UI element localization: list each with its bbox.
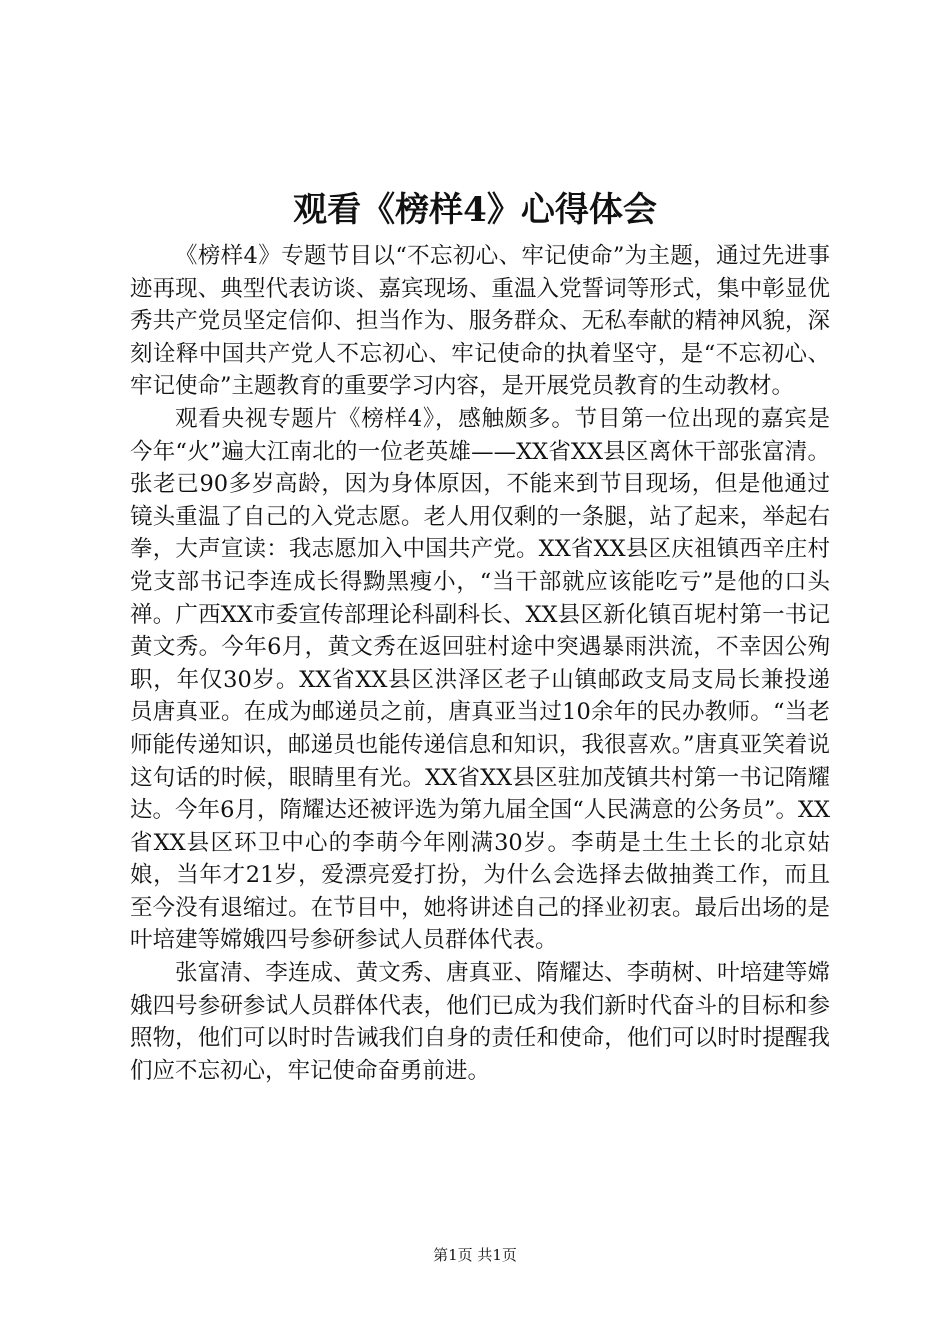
paragraph-conclusion: 张富清、李连成、黄文秀、唐真亚、隋耀达、李萌树、叶培建等嫦娥四号参研参试人员群体代表，他们已成为我们新时代奋斗的目标和参照物，他们可以时时告诫我们自身的责任和使命，他们可以时时提醒我们应不忘初心，牢记使命奋勇前进。: [130, 960, 830, 1084]
document-body: [130, 240, 830, 1087]
document-title: 观看《榜样4》心得体会: [293, 190, 657, 230]
page-number-footer: 第1页 共1页: [433, 1246, 517, 1264]
paragraph-guests: 观看央视专题片《榜样4》，感触颇多。节目第一位出现的嘉宾是今年“火”遍大江南北的一位老英雄——XX省XX县区离休干部张富清。张老已90多岁高龄，因为身体原因，不能来到节目现场，但是他通过镜头重温了自己的入党志愿。老人用仅剩的一条腿，站了起来，举起右拳，大声宣读：我志愿加入中国共产党。XX省XX县区庆祖镇西辛庄村党支部书记李连成长得黝黑瘦小，“当干部就应该能吃亏”是他的口头禅。广西XX市委宣传部理论科副科长、XX县区新化镇百坭村第一书记黄文秀。今年6月，黄文秀在返回驻村途中突遇暴雨洪流，不幸因公殉职，年仅30岁。XX省XX县区洪泽区老子山镇邮政支局支局长兼投递员唐真亚。在成为邮递员之前，唐真亚当过10余年的民办教师。“当老师能传递知识，邮递员也能传递信息和知识，我很喜欢。”唐真亚笑着说这句话的时候，眼睛里有光。XX省XX县区驻加茂镇共村第一书记隋耀达。今年6月，隋耀达还被评选为第九届全国“人民满意的公务员”。XX省XX县区环卫中心的李萌今年刚满30岁。李萌是土生土长的北京姑娘，当年才21岁，爱漂亮爱打扮，为什么会选择去做抽粪工作，而且至今没有退缩过。在节目中，她将讲述自己的择业初衷。最后出场的是叶培建等嫦娥四号参研参试人员群体代表。: [130, 405, 830, 954]
paragraph-intro: 《榜样4》专题节目以“不忘初心、牢记使命”为主题，通过先进事迹再现、典型代表访谈、嘉宾现场、重温入党誓词等形式，集中彰显优秀共产党员坚定信仰、担当作为、服务群众、无私奉献的精神风貌，深刻诠释中国共产党人不忘初心、牢记使命的执着坚守，是“不忘初心、牢记使命”主题教育的重要学习内容，是开展党员教育的生动教材。: [130, 243, 830, 400]
